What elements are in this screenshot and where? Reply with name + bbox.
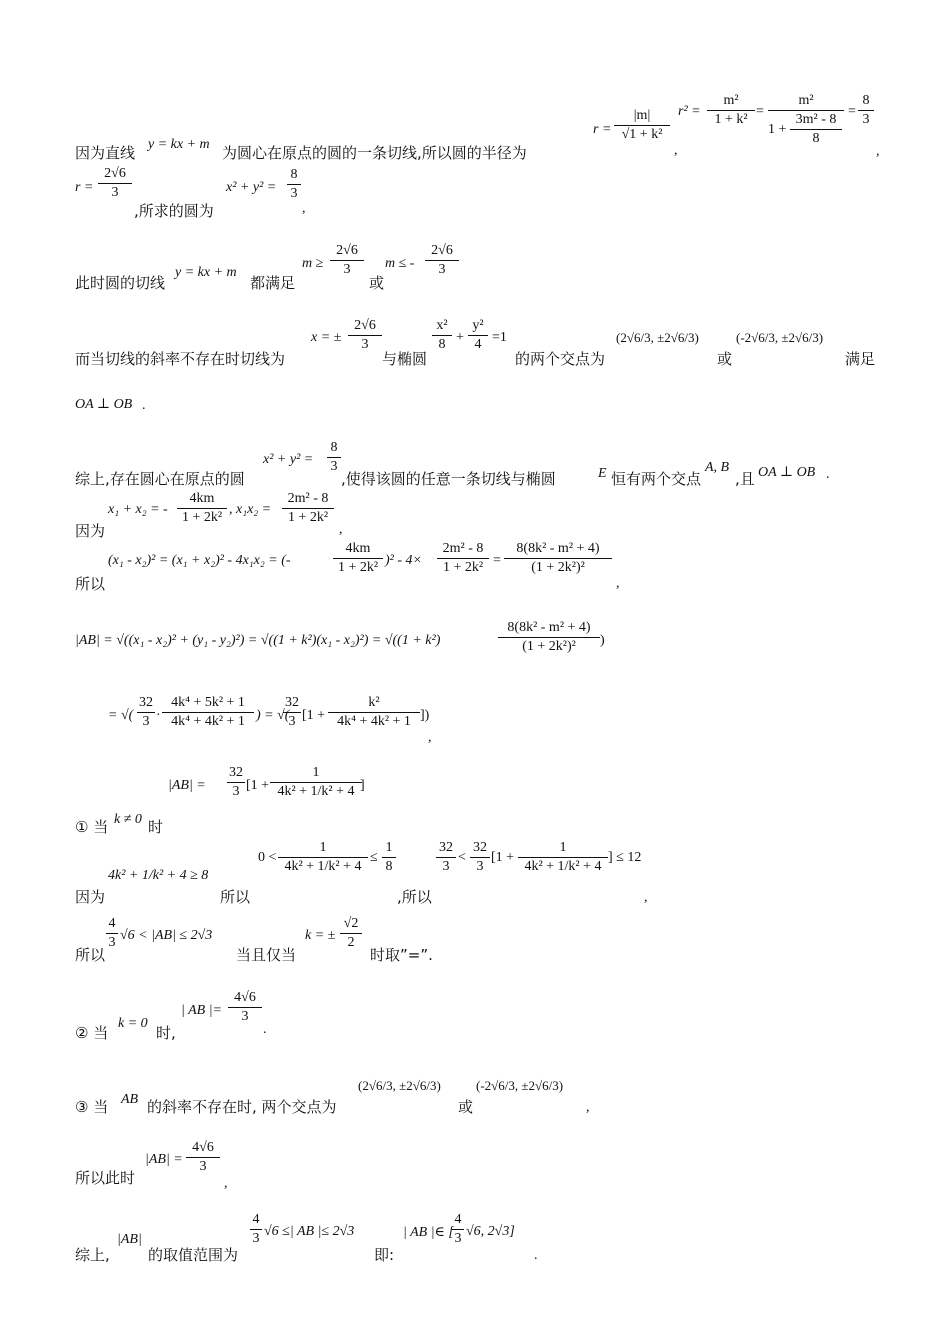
frac-den: 3 (108, 935, 116, 950)
text-therefore: 所以 (75, 946, 106, 964)
period: . (826, 467, 830, 482)
math-k-nonzero: k ≠ 0 (114, 812, 142, 827)
frac-bar (228, 1007, 262, 1008)
text-or: 或 (458, 1098, 474, 1116)
frac-num: 2√6 (336, 243, 358, 258)
text-and: ,且 (735, 470, 755, 488)
math-equals-root-2: ) = √( (256, 708, 290, 723)
frac-bar (518, 857, 608, 858)
frac-den: 1 + 2k² (337, 560, 379, 575)
text-range-is: 的取值范围为 (148, 1246, 239, 1264)
frac-den: 4k² + 1/k² + 4 (284, 859, 362, 874)
math-perpendicular: OA ⊥ OB (75, 397, 133, 412)
frac-bar (504, 558, 612, 559)
frac-num: k² (368, 695, 380, 710)
math-AB: AB (121, 1092, 139, 1107)
frac-32-3 (227, 765, 245, 800)
frac-den: 8 (438, 337, 446, 352)
frac-bar (137, 712, 155, 713)
frac-num: x² (436, 318, 448, 333)
frac-den: 3 (252, 1231, 260, 1246)
frac-bar (186, 1157, 220, 1158)
math-diff-squared: (x₁ - x₂)² = (x₁ + x₂)² - 4x₁x₂ = (- (108, 553, 291, 568)
frac-one-eighth (382, 840, 396, 875)
frac-den: (1 + 2k²)² (531, 560, 585, 575)
frac-den: (1 + 2k²)² (522, 639, 576, 654)
frac-bar (270, 782, 362, 783)
frac-num: 2m² - 8 (287, 491, 329, 506)
text-in-summary: 综上, (75, 1246, 110, 1264)
frac-m1 (330, 243, 364, 278)
plus: + (456, 330, 464, 345)
math-equals-root: = √( (108, 708, 134, 723)
frac-den: 3 (241, 1009, 249, 1024)
math-point-2: (-2√6/3, ±2√6/3) (476, 1078, 564, 1093)
comma: , (586, 1100, 590, 1115)
text-any-tangent: ,使得该圆的任意一条切线与椭圆 (341, 470, 556, 488)
frac-den: 3 (361, 337, 369, 352)
frac-den: 4 (474, 337, 482, 352)
frac-4-3 (106, 916, 118, 951)
frac-bar (227, 782, 245, 783)
frac-bar (858, 110, 874, 111)
text-satisfy: 都满足 (250, 274, 296, 292)
frac-bar (278, 857, 368, 858)
math-x-eq: x = ± (311, 330, 342, 345)
comma: , (876, 144, 880, 159)
text-because: 因为 (75, 522, 106, 540)
case-one-label: ① 当 (75, 818, 109, 836)
frac-den: 3 (111, 185, 119, 200)
math-ab-range: √6 < |AB| ≤ 2√3 (120, 928, 213, 943)
frac-product (282, 491, 334, 526)
math-ineq-ge-8: 4k² + 1/k² + 4 ≥ 8 (108, 868, 209, 883)
math-circle: x² + y² = (226, 180, 277, 195)
text-two-intersections: 恒有两个交点 (611, 470, 702, 488)
text-conclusion-circle: 综上,存在圆心在原点的圆 (75, 470, 245, 488)
math-k-eq: k = ± (305, 928, 336, 943)
frac-bar (327, 457, 341, 458)
equals: = (493, 553, 501, 568)
text-so-now: 所以此时 (75, 1169, 136, 1187)
frac-den: 3 (330, 459, 338, 474)
frac-den: 4k² + 1/k² + 4 (524, 859, 602, 874)
text-iff: 当且仅当 (236, 946, 297, 964)
frac-nested (790, 112, 842, 147)
frac-bar (437, 558, 489, 559)
frac-bar (250, 1229, 262, 1230)
multiply-dot: · (156, 708, 161, 723)
frac-num: 8(8k² - m² + 4) (507, 620, 591, 635)
frac-den: 3 (438, 262, 446, 277)
math-circle: x² + y² = (263, 452, 314, 467)
comma: , (302, 201, 306, 216)
frac-den: 3 (290, 186, 298, 201)
frac-ellipse-y (468, 318, 488, 353)
case-three-label: ③ 当 (75, 1098, 109, 1116)
frac-num: |m| (633, 108, 651, 123)
math-A-B: A, B (705, 460, 730, 475)
frac-result (504, 541, 612, 576)
frac-bar (707, 110, 755, 111)
frac-den: 1 + 2k² (181, 510, 223, 525)
frac-num: 32 (473, 840, 487, 855)
math-minus-4: )² - 4× (385, 553, 422, 568)
math-m-ge: m ≥ (302, 256, 324, 271)
math-E: E (598, 466, 607, 481)
math-ab-equals: |AB| = (145, 1152, 183, 1167)
frac-bar (470, 857, 490, 858)
frac-num: 32 (439, 840, 453, 855)
frac-num: 4km (345, 541, 371, 556)
frac-num: 2m² - 8 (442, 541, 484, 556)
frac-32-3 (283, 695, 301, 730)
frac-den: 4k⁴ + 4k² + 1 (337, 714, 411, 729)
frac-den: 3 (199, 1159, 207, 1174)
text-tangent-radius: 为圆心在原点的圆的一条切线,所以圆的半径为 (222, 144, 527, 162)
frac-num: 4 (252, 1212, 260, 1227)
math-r: r = (75, 180, 94, 195)
frac-num: 8 (862, 93, 870, 108)
math-k-zero: k = 0 (118, 1016, 148, 1031)
text-with-ellipse: 与椭圆 (382, 350, 428, 368)
frac-sum (177, 491, 227, 526)
bracket-close: ]) (420, 708, 430, 723)
frac-bar (340, 933, 362, 934)
frac-bar (382, 857, 396, 858)
math-point-2: (-2√6/3, ±2√6/3) (736, 330, 824, 345)
close-paren: ) (600, 633, 605, 648)
frac-32-3 (137, 695, 155, 730)
frac-4km (333, 541, 383, 576)
math-m-le: m ≤ - (385, 256, 415, 271)
frac-bar (106, 933, 118, 934)
frac-ab-inner (498, 620, 600, 655)
math-ab-equals: |AB| = (168, 778, 206, 793)
frac-4root6-3 (228, 990, 262, 1025)
frac-den: 3 (288, 714, 296, 729)
frac-r (614, 108, 670, 143)
frac-den: 3 (476, 859, 484, 874)
math-lt: < (458, 850, 466, 865)
frac-num: 8(8k² - m² + 4) (516, 541, 600, 556)
den-prefix: 1 + (768, 122, 787, 137)
frac-den: 8 (812, 131, 820, 146)
frac-den: 3 (343, 262, 351, 277)
equals-one: =1 (492, 330, 507, 345)
frac-ineq3 (518, 840, 608, 875)
frac-den: 3 (454, 1231, 462, 1246)
frac-num: 2√6 (431, 243, 453, 258)
frac-32-3 (470, 840, 490, 875)
frac-bar (436, 857, 456, 858)
comma: , (224, 1176, 228, 1191)
frac-circle (327, 440, 341, 475)
text-when: 时, (156, 1024, 176, 1042)
text-equality-holds: 时取”=”. (370, 946, 433, 964)
frac-x (348, 318, 382, 353)
math-interval-end: √6, 2√3] (466, 1224, 515, 1239)
text-therefore-2: ,所以 (397, 888, 432, 906)
comma: , (616, 576, 620, 591)
frac-ellipse-x (432, 318, 452, 353)
text-therefore: 所以 (220, 888, 251, 906)
frac-32-3 (436, 840, 456, 875)
text-therefore: 所以 (75, 575, 106, 593)
frac-bar (328, 712, 420, 713)
frac-bar (452, 1229, 464, 1230)
frac-r2-val (858, 93, 874, 128)
frac-num: 4km (189, 491, 215, 506)
frac-k2 (328, 695, 420, 730)
math-ab-length: |AB| = √((x₁ - x₂)² + (y₁ - y₂)²) = √((1 + k²)(x₁ - x₂)²) = √((1 + k²) (75, 633, 441, 648)
math-point-1: (2√6/3, ±2√6/3) (358, 1078, 441, 1093)
text-circle-sought: ,所求的圆为 (134, 202, 214, 220)
bracket-open: [1 + (302, 708, 326, 723)
math-point-1: (2√6/3, ±2√6/3) (616, 330, 699, 345)
frac-num: 1 (559, 840, 567, 855)
frac-r-value (98, 166, 132, 201)
frac-den: 3 (232, 784, 240, 799)
frac-den: 1 + 2k² (442, 560, 484, 575)
text-or: 或 (717, 350, 733, 368)
frac-num: √2 (343, 916, 359, 931)
math-product: , x₁x₂ = (229, 502, 272, 517)
math-ab-equals: | AB |= (181, 1003, 222, 1018)
frac-4-3 (250, 1212, 262, 1247)
frac-num: 4 (454, 1212, 462, 1227)
math-r2: r² = (678, 104, 701, 119)
frac-den: 3 (862, 112, 870, 127)
comma: , (644, 890, 648, 905)
equals: = (848, 104, 856, 119)
frac-num: 32 (285, 695, 299, 710)
frac-num: 4k⁴ + 5k² + 1 (171, 695, 245, 710)
frac-root2-2 (340, 916, 362, 951)
frac-bar (98, 183, 132, 184)
math-le: ≤ (370, 850, 378, 865)
math-ab-in: | AB |∈ [ (403, 1225, 454, 1240)
frac-num: m² (723, 93, 739, 108)
frac-den: 3 (142, 714, 150, 729)
frac-circle (287, 167, 301, 202)
frac-num: 1 (319, 840, 327, 855)
comma: , (428, 730, 432, 745)
text-because-line: 因为直线 (75, 144, 136, 162)
frac-den: 4k⁴ + 4k² + 1 (171, 714, 245, 729)
text-satisfy: 满足 (845, 350, 876, 368)
case-two-label: ② 当 (75, 1024, 109, 1042)
math-perpendicular: OA ⊥ OB (758, 465, 816, 480)
text-namely: 即: (374, 1246, 395, 1264)
comma: , (674, 143, 678, 158)
frac-bar (330, 260, 364, 261)
frac-num: 8 (290, 167, 298, 182)
frac-bar (283, 712, 301, 713)
text-or: 或 (369, 274, 385, 292)
text-slope-undefined: 而当切线的斜率不存在时切线为 (75, 350, 286, 368)
frac-bar (790, 129, 842, 130)
math-line-equation: y = kx + m (175, 265, 237, 280)
frac-4-3 (452, 1212, 464, 1247)
frac-num: 1 (312, 765, 320, 780)
math-line-equation: y = kx + m (148, 137, 210, 152)
period: . (263, 1022, 267, 1037)
frac-num: 4√6 (192, 1140, 214, 1155)
frac-den: 4k² + 1/k² + 4 (277, 784, 355, 799)
equals: = (756, 104, 764, 119)
frac-den: 2 (347, 935, 355, 950)
frac-bar (432, 335, 452, 336)
frac-den: 1 + k² (714, 112, 748, 127)
math-sum: x₁ + x₂ = - (108, 502, 168, 517)
math-AB-abs: |AB| (117, 1232, 142, 1247)
frac-num: 3m² - 8 (795, 112, 837, 127)
frac-num: 2√6 (104, 166, 126, 181)
frac-num: 8 (330, 440, 338, 455)
frac-num: 32 (139, 695, 153, 710)
frac-one-over (270, 765, 362, 800)
frac-den: 3 (442, 859, 450, 874)
frac-bar (768, 110, 844, 111)
frac-den: 1 + 2k² (287, 510, 329, 525)
bracket-open: [1 + (246, 778, 270, 793)
frac-bar (348, 335, 382, 336)
period: . (142, 398, 146, 413)
frac-r2-2 (768, 93, 844, 150)
text-intersections: 的两个交点为 (515, 350, 606, 368)
frac-4root6-3 (186, 1140, 220, 1175)
frac-den: 8 (385, 859, 393, 874)
frac-num: y² (472, 318, 484, 333)
text-tangent-now: 此时圆的切线 (75, 274, 166, 292)
frac-quartic (162, 695, 254, 730)
frac-ineq2 (278, 840, 368, 875)
frac-bar (333, 558, 383, 559)
bracket-open: [1 + (491, 850, 515, 865)
frac-bar (287, 184, 301, 185)
bracket-close: ] (360, 778, 365, 793)
comma: , (339, 522, 343, 537)
frac-r2-1 (707, 93, 755, 128)
frac-bar (177, 508, 227, 509)
frac-bar (614, 125, 670, 126)
frac-bar (498, 637, 600, 638)
text-because: 因为 (75, 888, 106, 906)
frac-m2 (425, 243, 459, 278)
frac-num: 2√6 (354, 318, 376, 333)
frac-num: 1 (385, 840, 393, 855)
math-r: r = (593, 122, 612, 137)
frac-num: 32 (229, 765, 243, 780)
frac-num: m² (798, 93, 814, 108)
frac-bar (468, 335, 488, 336)
math-zero-lt: 0 < (258, 850, 277, 865)
math-ab-range: √6 ≤| AB |≤ 2√3 (264, 1224, 355, 1239)
frac-den: √1 + k² (621, 127, 663, 142)
frac-num: 4√6 (234, 990, 256, 1005)
period: . (534, 1248, 538, 1263)
text-slope-undefined-two-points: 的斜率不存在时, 两个交点为 (147, 1098, 337, 1116)
math-le-12: ] ≤ 12 (608, 850, 642, 865)
frac-2m2 (437, 541, 489, 576)
frac-bar (162, 712, 254, 713)
text-when: 时 (148, 818, 164, 836)
frac-num: 4 (108, 916, 116, 931)
frac-bar (425, 260, 459, 261)
frac-bar (282, 508, 334, 509)
frac-den (768, 112, 844, 150)
